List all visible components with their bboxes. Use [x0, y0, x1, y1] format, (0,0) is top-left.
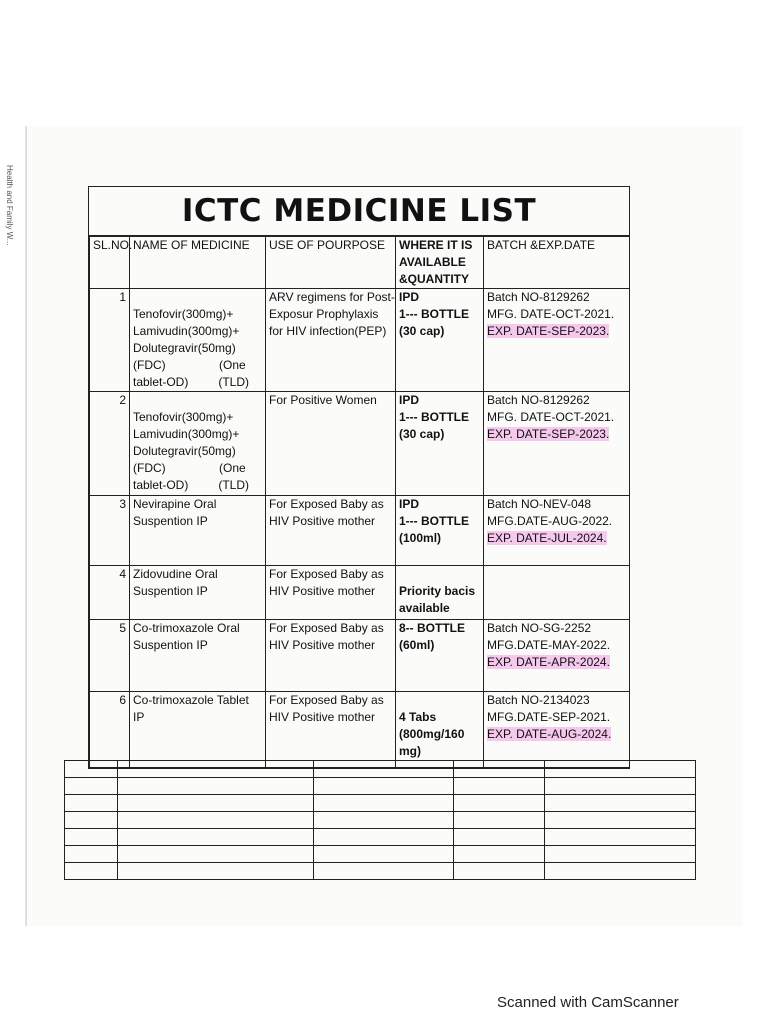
header-availability: WHERE IT IS AVAILABLE &QUANTITY [396, 237, 484, 289]
header-medicine-name: NAME OF MEDICINE [130, 237, 266, 289]
empty-row [65, 846, 696, 863]
medicine-name-cell: Nevirapine Oral Suspention IP [130, 496, 266, 566]
use-cell: For Exposed Baby as HIV Positive mother [266, 620, 396, 692]
header-batch-exp: BATCH &EXP.DATE [484, 237, 630, 289]
use-cell: For Positive Women [266, 392, 396, 496]
use-cell: For Exposed Baby as HIV Positive mother [266, 496, 396, 566]
batch-exp-cell: Batch NO-8129262 MFG. DATE-OCT-2021. EXP. DATE-SEP-2023. [484, 392, 630, 496]
batch-exp-cell [484, 566, 630, 620]
empty-row [65, 829, 696, 846]
table-row [90, 496, 630, 566]
use-cell: For Exposed Baby as HIV Positive mother [266, 692, 396, 768]
availability-cell: IPD 1--- BOTTLE (30 cap) [396, 392, 484, 496]
table-row [90, 392, 630, 496]
table-row [90, 289, 630, 392]
document-title: ICTC MEDICINE LIST [89, 187, 629, 236]
empty-grid-rows [64, 760, 641, 890]
empty-row [65, 778, 696, 795]
availability-cell: IPD 1--- BOTTLE (100ml) [396, 496, 484, 566]
scanner-watermark: Scanned with CamScanner [497, 994, 679, 1011]
expiry-date-highlight: EXP. DATE-SEP-2023. [487, 427, 610, 441]
medicine-name-cell: Zidovudine Oral Suspention IP [130, 566, 266, 620]
expiry-date-highlight: EXP. DATE-APR-2024. [487, 655, 610, 669]
availability-cell: IPD 1--- BOTTLE (30 cap) [396, 289, 484, 392]
table-body [90, 289, 630, 768]
sl-no-cell: 1 [90, 289, 130, 392]
batch-exp-cell: Batch NO-8129262 MFG. DATE-OCT-2021. EXP. DATE-SEP-2023. [484, 289, 630, 392]
table-row [90, 620, 630, 692]
header-use: USE OF POURPOSE [266, 237, 396, 289]
availability-cell: Priority bacis available [396, 566, 484, 620]
availability-cell: 4 Tabs (800mg/160 mg) [396, 692, 484, 768]
expiry-date-highlight: EXP. DATE-AUG-2024. [487, 727, 612, 741]
batch-exp-cell: Batch NO-2134023 MFG.DATE-SEP-2021. EXP. DATE-AUG-2024. [484, 692, 630, 768]
expiry-date-highlight: EXP. DATE-JUL-2024. [487, 531, 607, 545]
use-cell: ARV regimens for Post- Exposur Prophylaxis for HIV infection(PEP) [266, 289, 396, 392]
empty-row [65, 761, 696, 778]
sl-no-cell: 6 [90, 692, 130, 768]
expiry-date-highlight: EXP. DATE-SEP-2023. [487, 324, 610, 338]
empty-row [65, 795, 696, 812]
empty-row [65, 812, 696, 829]
availability-cell: 8-- BOTTLE (60ml) [396, 620, 484, 692]
sl-no-cell: 5 [90, 620, 130, 692]
use-cell: For Exposed Baby as HIV Positive mother [266, 566, 396, 620]
medicine-name-cell: Co-trimoxazole Tablet IP [130, 692, 266, 768]
table-row [90, 566, 630, 620]
medicine-table [89, 236, 630, 768]
side-margin-text: Health and Family W... [5, 165, 14, 246]
medicine-name-cell: Tenofovir(300mg)+ Lamivudin(300mg)+ Dolutegravir(50mg) (FDC) (One tablet-OD) (TLD) [130, 289, 266, 392]
medicine-list-document [88, 186, 630, 769]
header-sl-no: SL.NO. [90, 237, 130, 289]
medicine-name-cell: Tenofovir(300mg)+ Lamivudin(300mg)+ Dolutegravir(50mg) (FDC) (One tablet-OD) (TLD) [130, 392, 266, 496]
sl-no-cell: 2 [90, 392, 130, 496]
table-header-row [90, 237, 630, 289]
batch-exp-cell: Batch NO-SG-2252 MFG.DATE-MAY-2022. EXP. DATE-APR-2024. [484, 620, 630, 692]
medicine-name-cell: Co-trimoxazole Oral Suspention IP [130, 620, 266, 692]
sl-no-cell: 3 [90, 496, 130, 566]
table-row [90, 692, 630, 768]
sl-no-cell: 4 [90, 566, 130, 620]
empty-row [65, 863, 696, 880]
batch-exp-cell: Batch NO-NEV-048 MFG.DATE-AUG-2022. EXP. DATE-JUL-2024. [484, 496, 630, 566]
